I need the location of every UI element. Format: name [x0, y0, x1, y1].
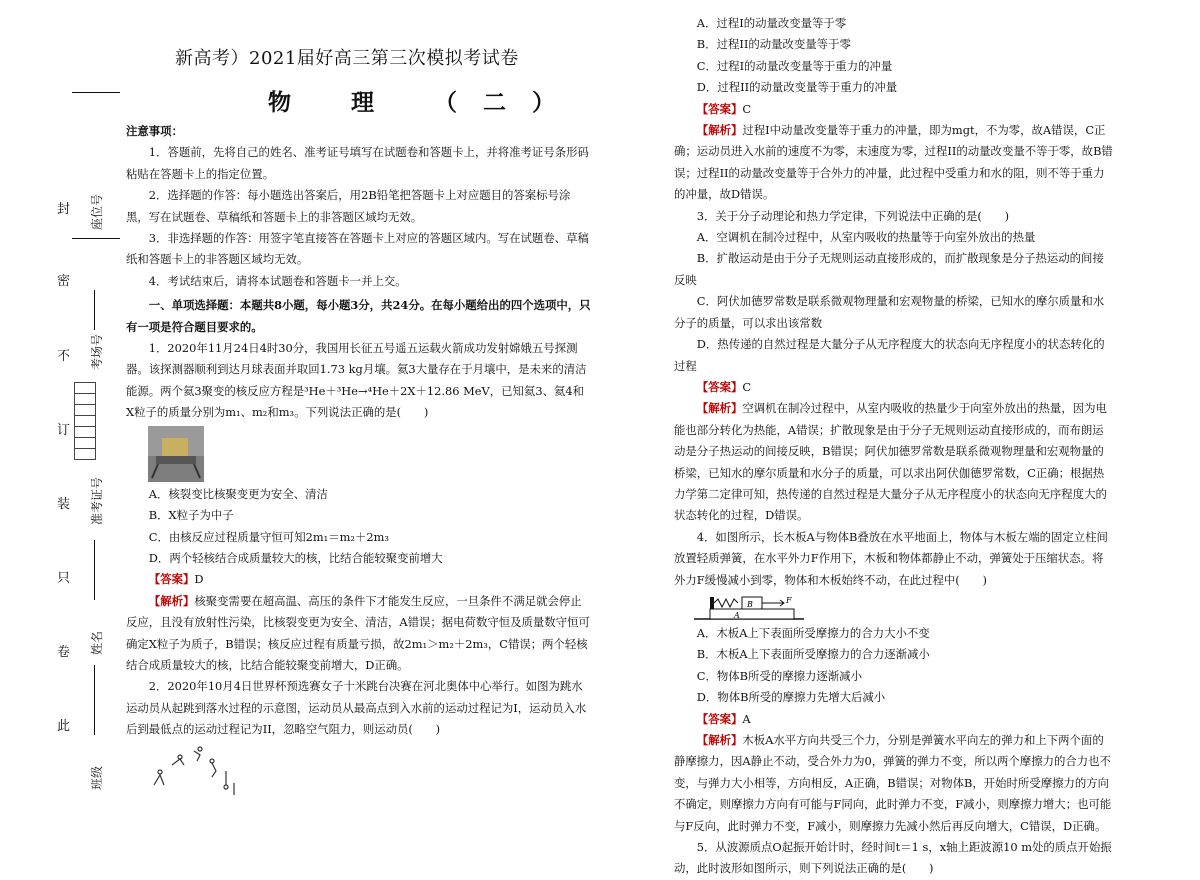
analysis-tag: 【解析】: [696, 123, 743, 138]
field-name: 姓名: [90, 630, 104, 655]
answer-tag: 【答案】: [148, 572, 195, 587]
field-seat-number: 座位号: [90, 193, 104, 230]
field-exam-room: 考场号: [90, 333, 104, 370]
analysis-text: 木板A水平方向共受三个力，分别是弹簧水平向左的弹力和上下两个面的静摩擦力，因A静止不动，受合外力为0，弹簧的弹力不变，所以两个摩擦力的合力也不变，与弹力大小相等，方向相反，A正确，B错误；对物体B，开始时所受摩擦力的方向不确定，则摩擦力方向有可能与F同向，此时弹力不变，F减小，则摩擦力增大；也可能与F反向，此时弹力不变，F减小，则摩擦力先减小然后再反向增大，C错误，D正确。: [674, 733, 1112, 833]
block-b-label: B: [747, 599, 753, 609]
seal-char: 此: [57, 719, 71, 734]
question-option: A．核裂变比核聚变更为安全、清洁: [148, 486, 328, 501]
seal-margin: [0, 0, 120, 849]
exam-title: 新高考）2021届好高三第三次模拟考试卷: [175, 48, 519, 69]
notice-item: 3．非选择题的作答：用签字笔直接答在答题卡上对应的答题区域内。写在试题卷、草稿纸和答题卡上的非答题区域均无效。: [126, 231, 589, 267]
question-stem: 5．从波源质点O起振开始计时，经时间t＝1 s，x轴上距波源10 m处的质点开始振动，此时波形如图所示，则下列说法正确的是( ): [674, 840, 1112, 876]
question-option: C．过程I的动量改变量等于重力的冲量: [696, 58, 893, 73]
analysis-text: 核聚变需要在超高温、高压的条件下才能发生反应，一旦条件不满足就会停止反应，且没有放射性污染，比核裂变更为安全、清洁，A错误；据电荷数守恒及质量数守恒可确定X粒子为质子，B错误；核反应过程有质量亏损，故2m₁＞m₂＋2m₃，C错误；两个轻核结合成质量较大的核，比结合能较聚变前增大，D正确。: [126, 593, 590, 672]
board-a-label: A: [734, 610, 740, 620]
seal-char: 只: [57, 571, 71, 586]
question-stem: 1．2020年11月24日4时30分，我国用长征五号遥五运载火箭成功发射嫦娥五号探测器。该探测器顺利到达月球表面并取回1.73 kg月壤。氦3大量存在于月壤中，是未来的清洁能源。两个氦3聚变的核反应方程是³He＋³He→⁴He＋2X＋12.86 MeV，已知氦3、氦4和X粒子的质量分别为m₁、m₂和m₃。下列说法正确的是( ): [126, 341, 587, 420]
notice-item: 4．考试结束后，请将本试题卷和答题卡一并上交。: [148, 273, 407, 288]
seal-char: 装: [57, 497, 71, 512]
analysis-tag: 【解析】: [148, 593, 195, 608]
question-stem: 3．关于分子动理论和热力学定律，下列说法中正确的是( ): [696, 208, 1010, 223]
answer-value: C: [742, 379, 752, 394]
subject-title: 物 理 （二）: [268, 89, 582, 116]
question-option: D．两个轻核结合成质量较大的核，比结合能较聚变前增大: [148, 550, 443, 565]
question-option: D．物体B所受的摩擦力先增大后减小: [696, 690, 886, 705]
force-f-label: F: [786, 595, 792, 605]
left-column: [126, 121, 592, 797]
question-option: B．X粒子为中子: [148, 508, 234, 523]
question-option: D．热传递的自然过程是大量分子从无序程度大的状态向无序程度小的状态转化的过程: [674, 337, 1105, 373]
question-option: C．由核反应过程质量守恒可知2m₁＝m₂＋2m₃: [148, 529, 389, 544]
spring-block-figure: [694, 591, 804, 623]
seal-char: 不: [57, 349, 71, 364]
question-option: B．扩散运动是由于分子无规则运动直接形成的，而扩散现象是分子热运动的间接反映: [674, 251, 1104, 287]
answer-tag: 【答案】: [696, 711, 743, 726]
field-admission-number: 准考证号: [90, 476, 104, 525]
question-option: B．木板A上下表面所受摩擦力的合力逐渐减小: [696, 647, 930, 662]
analysis-text: 过程I中动量改变量等于重力的冲量，即为mgt，不为零，故A错误，C正确；运动员进入水前的速度不为零，末速度为零，过程II的动量改变量不等于零，故B错误；过程II的动量改变量等于合外力的冲量，此过程中受重力和水的阻，则不等于重力的冲量，故D错误。: [674, 123, 1113, 202]
seal-char: 订: [57, 423, 71, 438]
question-stem: 2．2020年10月4日世界杯预选赛女子十米跳台决赛在河北奥体中心举行。如图为跳水运动员从起跳到落水过程的示意图，运动员从最高点到入水前的运动过程记为I，运动员入水后到最低点的运动过程记为II，忽略空气阻力，则运动员( ): [126, 679, 587, 737]
seal-char: 封: [57, 202, 71, 217]
seal-char: 卷: [57, 645, 71, 660]
field-class: 班级: [90, 765, 104, 790]
notice-item: 2．选择题的作答：每小题选出答案后，用2B铅笔把答题卡上对应题目的答案标号涂黑，写在试题卷、草稿纸和答题卡上的非答题区域均无效。: [126, 188, 571, 224]
question-option: C．物体B所受的摩擦力逐渐减小: [696, 668, 862, 683]
question-option: A．过程I的动量改变量等于零: [696, 16, 847, 30]
answer-value: D: [194, 572, 204, 587]
notice-item: 1．答题前，先将自己的姓名、准考证号填写在试题卷和答题卡上，并将准考证号条形码粘贴在答题卡上的指定位置。: [126, 145, 589, 181]
analysis-tag: 【解析】: [696, 401, 743, 416]
diver-figure: [150, 741, 240, 797]
question-stem: 4．如图所示，长木板A与物体B叠放在水平地面上，物体与木板左端的固定立柱间放置轻质弹簧，在水平外力F作用下，木板和物体都静止不动，弹簧处于压缩状态。将外力F缓慢减小到零，物体和木板始终不动，在此过程中( ): [674, 529, 1108, 587]
answer-tag: 【答案】: [696, 379, 743, 394]
seal-char: 密: [57, 274, 71, 289]
section-heading: 一、单项选择题：本题共8小题，每小题3分，共24分。在每小题给出的四个选项中，只有一项是符合题目要求的。: [126, 298, 591, 334]
question-option: C．阿伏加德罗常数是联系微观物理量和宏观物量的桥梁，已知水的摩尔质量和水分子的质量，可以求出该常数: [674, 294, 1105, 330]
question-option: A．空调机在制冷过程中，从室内吸收的热量等于向室外放出的热量: [696, 230, 1036, 245]
notice-heading: 注意事项：: [126, 124, 183, 138]
id-box: [74, 448, 96, 460]
question-option: D．过程II的动量改变量等于重力的冲量: [696, 80, 898, 95]
question-option: A．木板A上下表面所受摩擦力的合力大小不变: [696, 625, 930, 640]
answer-value: A: [742, 711, 751, 726]
analysis-text: 空调机在制冷过程中，从室内吸收的热量少于向室外放出的热量，因为电能也部分转化为热能，A错误；扩散现象是由于分子无规则运动直接形成的，而布朗运动是分子热运动的间接反映，B错误；阿伏加德罗常数是联系微观物理量和宏观物量的桥梁，已知水的摩尔质量和水分子的质量，可以求出阿伏伽德罗常数，C正确；根据热力学第二定律可知，热传递的自然过程是大量分子从无序程度小的状态向无序程度大的状态转化的过程，D错误。: [674, 401, 1107, 523]
answer-tag: 【答案】: [696, 101, 743, 116]
answer-value: C: [742, 101, 752, 116]
analysis-tag: 【解析】: [696, 733, 743, 747]
question-option: B．过程II的动量改变量等于零: [696, 37, 851, 52]
right-column: [674, 13, 1114, 880]
lunar-probe-image: [148, 426, 204, 482]
